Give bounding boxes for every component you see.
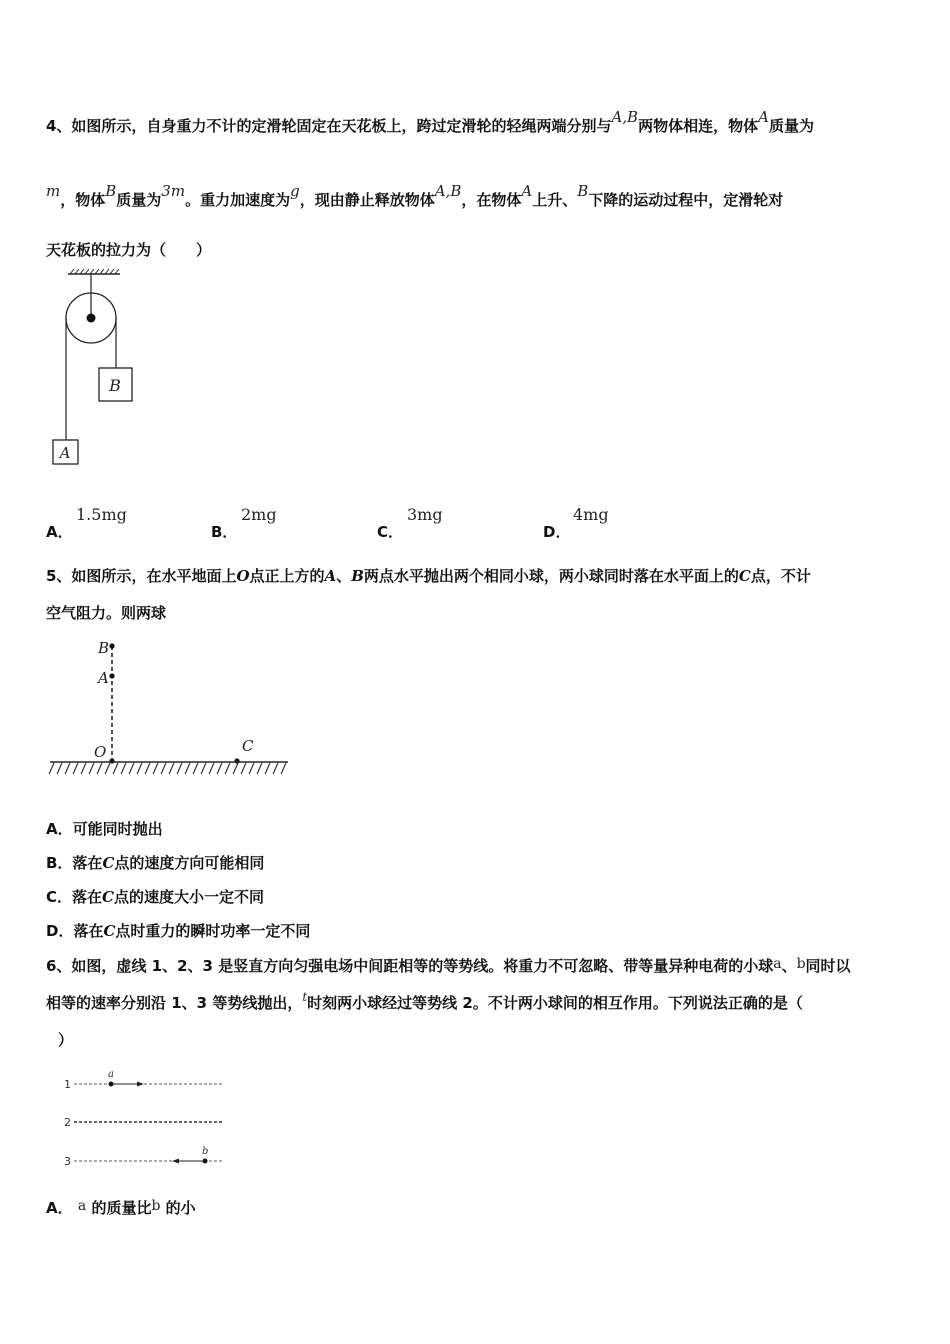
- math-A: A: [521, 182, 533, 200]
- q4-option-b[interactable]: B． 2mg: [211, 505, 277, 541]
- math-A: A: [758, 108, 769, 126]
- line-2-label: 2: [64, 1116, 71, 1129]
- math-B: B: [105, 182, 117, 200]
- math-m: m: [46, 182, 61, 200]
- q6-line-2: 相等的速率分别沿 1、3 等势线抛出，$^t$时刻两小球经过等势线 2。不计两小球间的相互作用。下列说法正确的是（: [46, 990, 803, 1012]
- math-AB: A,B: [434, 182, 462, 200]
- ball-b-label: b: [202, 1146, 209, 1157]
- q4-option-a[interactable]: A． 1.5mg: [46, 505, 127, 541]
- math-AB: A,B: [611, 108, 639, 126]
- equipotential-figure: [60, 1066, 230, 1172]
- line-1-label: 1: [64, 1078, 71, 1091]
- q5-line-1: 5、如图所示，在水平地面上O点正上方的A、B两点水平抛出两个相同小球，两小球同时落在水平面上的C点，不计: [46, 567, 811, 585]
- q6-line-1: 6、如图，虚线 1、2、3 是竖直方向匀强电场中间距相等的等势线。将重力不可忽略、带等量异种电荷的小球a、b同时以: [46, 956, 851, 975]
- q4-option-d[interactable]: D． 4mg: [543, 505, 609, 541]
- point-c-label: C: [242, 737, 254, 755]
- q6-option-a[interactable]: A． a 的质量比b 的小: [46, 1198, 196, 1217]
- q5-option-c[interactable]: C．落在C点的速度大小一定不同: [46, 888, 264, 906]
- block-a-label: A: [59, 444, 71, 462]
- q5-option-a[interactable]: A．可能同时抛出: [46, 820, 163, 838]
- q4-option-c[interactable]: C． 3mg: [377, 505, 443, 541]
- q4-line-2: m，物体B质量为3m。重力加速度为g，现由静止释放物体A,B，在物体A上升、B下降的运动过程中，定滑轮对: [46, 182, 784, 209]
- q5-option-d[interactable]: D．落在C点时重力的瞬时功率一定不同: [46, 922, 311, 940]
- pulley-figure: [48, 268, 148, 473]
- q6-line-3: ）: [58, 1031, 74, 1049]
- q4-line-3: 天花板的拉力为（ ）: [46, 241, 212, 259]
- point-o-label: O: [94, 743, 107, 761]
- point-b-label: B: [98, 639, 110, 657]
- q5-line-2: 空气阻力。则两球: [46, 604, 167, 622]
- line-3-label: 3: [64, 1155, 71, 1168]
- projectile-figure: [46, 636, 291, 781]
- ball-a-label: a: [108, 1069, 114, 1080]
- q5-option-b[interactable]: B．落在C点的速度方向可能相同: [46, 854, 265, 872]
- math-3m: 3m: [161, 182, 186, 200]
- point-a-label: A: [98, 669, 109, 687]
- q4-line-1: 4、如图所示，自身重力不计的定滑轮固定在天花板上，跨过定滑轮的轻绳两端分别与A,B两物体相连，物体A质量为: [46, 108, 814, 135]
- math-g: g: [290, 182, 300, 200]
- math-B: B: [577, 182, 589, 200]
- block-b-label: B: [109, 376, 121, 395]
